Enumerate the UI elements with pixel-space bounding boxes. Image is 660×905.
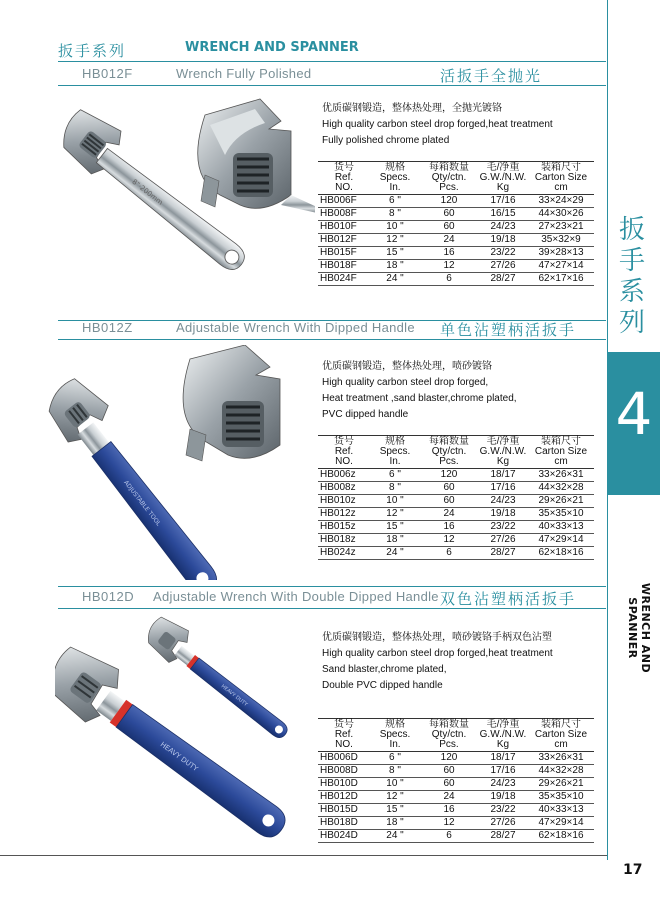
cell-ref: HB008F (320, 208, 357, 219)
spec-table (318, 435, 594, 560)
col-specs-en: Specs. (379, 729, 411, 740)
table-row (318, 521, 594, 534)
section-description (322, 101, 582, 149)
cell-specs: 18 " (386, 260, 404, 271)
col-specs-unit: In. (389, 456, 401, 467)
cell-carton: 33×26×31 (538, 752, 584, 763)
table-header-row (318, 436, 594, 469)
cell-carton: 33×24×29 (538, 195, 584, 206)
cell-weight: 19/18 (490, 234, 516, 245)
cell-qty: 60 (443, 221, 455, 232)
cell-weight: 18/17 (490, 752, 516, 763)
cell-weight: 27/26 (490, 260, 516, 271)
cell-qty: 6 (446, 830, 452, 841)
cell-qty: 12 (443, 534, 455, 545)
col-qty (420, 162, 478, 195)
cell-weight: 19/18 (490, 791, 516, 802)
footer-divider (0, 855, 607, 856)
cell-qty: 60 (443, 495, 455, 506)
description-line: High quality carbon steel drop forged,heat treatment (322, 119, 553, 130)
col-qty-en: Qty/ctn. (431, 729, 467, 740)
cell-weight: 17/16 (490, 482, 516, 493)
cell-specs: 15 " (386, 804, 404, 815)
col-ref-en: Ref. (334, 729, 354, 740)
col-carton (528, 719, 594, 752)
table-row (318, 221, 594, 234)
cell-weight: 23/22 (490, 521, 516, 532)
col-specs (370, 162, 420, 195)
cell-specs: 8 " (389, 208, 401, 219)
cell-carton: 40×33×13 (538, 804, 584, 815)
header-divider (58, 61, 606, 62)
description-line: High quality carbon steel drop forged, (322, 377, 489, 388)
col-qty-unit: Pcs. (439, 182, 459, 193)
cell-carton: 62×18×16 (538, 830, 584, 841)
section-code: HB012D (82, 589, 135, 604)
col-carton-cn: 装箱尺寸 (541, 719, 581, 730)
section-divider (58, 85, 606, 86)
col-weight (478, 162, 528, 195)
cell-weight: 16/15 (490, 208, 516, 219)
cell-weight: 28/27 (490, 830, 516, 841)
description-line: Sand blaster,chrome plated, (322, 664, 447, 675)
header-title-en: WRENCH AND SPANNER (185, 40, 359, 55)
col-qty (420, 436, 478, 469)
col-weight (478, 719, 528, 752)
col-ref-cn: 货号 (334, 719, 354, 730)
col-weight-cn: 毛/净重 (486, 162, 520, 173)
cell-qty: 24 (443, 791, 455, 802)
spec-table (318, 718, 594, 843)
col-carton (528, 436, 594, 469)
cell-carton: 33×26×31 (538, 469, 584, 480)
col-specs-en: Specs. (379, 446, 411, 457)
col-ref-cn: 货号 (334, 436, 354, 447)
cell-ref: HB012D (320, 791, 358, 802)
table-row (318, 495, 594, 508)
col-ref (318, 719, 370, 752)
col-ref-unit: NO. (335, 182, 353, 193)
cell-specs: 6 " (389, 469, 401, 480)
cell-ref: HB012F (320, 234, 357, 245)
wrench-double-dipped-image (55, 615, 320, 850)
cell-weight: 27/26 (490, 817, 516, 828)
col-specs-cn: 规格 (385, 436, 405, 447)
section-description (322, 359, 582, 423)
cell-qty: 60 (443, 482, 455, 493)
table-header-row (318, 162, 594, 195)
table-row (318, 817, 594, 830)
cell-weight: 17/16 (490, 195, 516, 206)
table-row (318, 778, 594, 791)
section-name-en: Wrench Fully Polished (176, 66, 312, 81)
table-row (318, 234, 594, 247)
col-specs (370, 719, 420, 752)
handle-text: HEAVY DUTY (158, 740, 200, 774)
cell-ref: HB006F (320, 195, 357, 206)
cell-qty: 120 (440, 752, 458, 763)
cell-weight: 17/16 (490, 765, 516, 776)
col-weight-unit: Kg (496, 456, 510, 467)
cell-specs: 24 " (386, 273, 404, 284)
side-title-en: WRENCH AND SPANNER (626, 582, 652, 674)
col-ref (318, 162, 370, 195)
table-row (318, 260, 594, 273)
description-line: High quality carbon steel drop forged,heat treatment (322, 648, 553, 659)
cell-specs: 24 " (386, 547, 404, 558)
cell-weight: 19/18 (490, 508, 516, 519)
section-description (322, 630, 592, 694)
section-code: HB012Z (82, 320, 133, 335)
col-weight-en: G.W./N.W. (479, 446, 527, 457)
cell-specs: 6 " (389, 752, 401, 763)
table-row (318, 830, 594, 843)
svg-text:8"·200mm: 8"·200mm (130, 177, 165, 207)
cell-ref: HB015z (320, 521, 356, 532)
cell-ref: HB008z (320, 482, 356, 493)
col-weight-en: G.W./N.W. (479, 729, 527, 740)
col-ref-en: Ref. (334, 446, 354, 457)
table-row (318, 804, 594, 817)
cell-ref: HB018D (320, 817, 358, 828)
cell-carton: 29×26×21 (538, 778, 584, 789)
cell-carton: 44×32×28 (538, 482, 584, 493)
cell-weight: 27/26 (490, 534, 516, 545)
cell-carton: 39×28×13 (538, 247, 584, 258)
cell-specs: 8 " (389, 482, 401, 493)
cell-qty: 60 (443, 208, 455, 219)
table-row (318, 547, 594, 560)
cell-ref: HB010D (320, 778, 358, 789)
col-carton-en: Carton Size (534, 446, 588, 457)
col-ref-unit: NO. (335, 739, 353, 750)
page-number: 17 (623, 862, 643, 878)
col-carton-unit: cm (554, 456, 568, 467)
section-divider (58, 608, 606, 609)
cell-qty: 60 (443, 778, 455, 789)
table-row (318, 752, 594, 765)
cell-qty: 6 (446, 273, 452, 284)
cell-weight: 28/27 (490, 273, 516, 284)
section-code: HB012F (82, 66, 133, 81)
handle-text: HEAVY DUTY (219, 683, 249, 708)
cell-weight: 24/23 (490, 221, 516, 232)
cell-weight: 24/23 (490, 495, 516, 506)
col-qty-en: Qty/ctn. (431, 446, 467, 457)
col-qty-cn: 每箱数量 (429, 719, 469, 730)
col-ref-unit: NO. (335, 456, 353, 467)
cell-ref: HB024D (320, 830, 358, 841)
col-qty-cn: 每箱数量 (429, 436, 469, 447)
col-qty-en: Qty/ctn. (431, 172, 467, 183)
col-carton-unit: cm (554, 739, 568, 750)
table-row (318, 195, 594, 208)
col-ref-cn: 货号 (334, 162, 354, 173)
col-specs-en: Specs. (379, 172, 411, 183)
section-divider (58, 339, 606, 340)
cell-ref: HB018z (320, 534, 356, 545)
cell-specs: 10 " (386, 778, 404, 789)
cell-carton: 27×23×21 (538, 221, 584, 232)
description-line: PVC dipped handle (322, 409, 409, 420)
cell-ref: HB010z (320, 495, 356, 506)
col-specs-cn: 规格 (385, 719, 405, 730)
cell-qty: 16 (443, 247, 455, 258)
cell-carton: 40×33×13 (538, 521, 584, 532)
cell-ref: HB010F (320, 221, 357, 232)
col-specs (370, 436, 420, 469)
cell-specs: 24 " (386, 830, 404, 841)
table-row (318, 469, 594, 482)
cell-weight: 23/22 (490, 804, 516, 815)
chapter-number: 4 (615, 380, 653, 448)
section-name-cn: 活扳手全抛光 (440, 67, 543, 85)
description-line-cn: 优质碳钢锻造，整体热处理，喷砂镀铬 (322, 361, 492, 372)
cell-ref: HB006D (320, 752, 358, 763)
cell-qty: 120 (440, 195, 458, 206)
cell-specs: 12 " (386, 234, 404, 245)
cell-carton: 47×29×14 (538, 817, 584, 828)
col-specs-unit: In. (389, 182, 401, 193)
spec-table (318, 161, 594, 286)
side-title-char: 手 (618, 246, 645, 276)
table-row (318, 247, 594, 260)
table-row (318, 482, 594, 495)
cell-qty: 24 (443, 508, 455, 519)
table-header-row (318, 719, 594, 752)
col-carton-en: Carton Size (534, 172, 588, 183)
cell-carton: 35×35×10 (538, 508, 584, 519)
cell-carton: 47×27×14 (538, 260, 584, 271)
col-weight-en: G.W./N.W. (479, 172, 527, 183)
cell-weight: 23/22 (490, 247, 516, 258)
section-name-cn: 单色沾塑柄活扳手 (440, 321, 577, 339)
cell-ref: HB008D (320, 765, 358, 776)
col-qty (420, 719, 478, 752)
side-title-char: 扳 (618, 215, 645, 245)
cell-weight: 24/23 (490, 778, 516, 789)
wrench-polished-image (55, 95, 315, 310)
section-name-cn: 双色沾塑柄活扳手 (440, 590, 577, 608)
col-qty-unit: Pcs. (439, 456, 459, 467)
col-weight (478, 436, 528, 469)
col-weight-cn: 毛/净重 (486, 436, 520, 447)
col-specs-unit: In. (389, 739, 401, 750)
col-qty-unit: Pcs. (439, 739, 459, 750)
cell-specs: 18 " (386, 817, 404, 828)
table-row (318, 273, 594, 286)
cell-carton: 62×18×16 (538, 547, 584, 558)
description-line: Heat treatment ,sand blaster,chrome plated, (322, 393, 517, 404)
table-row (318, 791, 594, 804)
cell-ref: HB006z (320, 469, 356, 480)
section-name-en: Adjustable Wrench With Dipped Handle (176, 320, 415, 335)
section-name-en: Adjustable Wrench With Double Dipped Handle (153, 589, 439, 604)
col-qty-cn: 每箱数量 (429, 162, 469, 173)
cell-qty: 60 (443, 765, 455, 776)
table-row (318, 208, 594, 221)
cell-specs: 10 " (386, 495, 404, 506)
table-row (318, 534, 594, 547)
col-weight-cn: 毛/净重 (486, 719, 520, 730)
cell-specs: 12 " (386, 508, 404, 519)
cell-specs: 8 " (389, 765, 401, 776)
cell-weight: 18/17 (490, 469, 516, 480)
wrench-dipped-image (40, 345, 315, 580)
description-line-cn: 优质碳钢锻造，整体热处理，喷砂镀铬手柄双色沾塑 (322, 632, 552, 643)
cell-specs: 18 " (386, 534, 404, 545)
cell-carton: 62×17×16 (538, 273, 584, 284)
cell-carton: 44×30×26 (538, 208, 584, 219)
table-row (318, 508, 594, 521)
cell-specs: 15 " (386, 247, 404, 258)
col-weight-unit: Kg (496, 739, 510, 750)
cell-carton: 47×29×14 (538, 534, 584, 545)
cell-specs: 10 " (386, 221, 404, 232)
header-title-cn: 扳手系列 (58, 42, 127, 60)
cell-ref: HB015D (320, 804, 358, 815)
cell-carton: 35×32×9 (541, 234, 581, 245)
cell-ref: HB012z (320, 508, 356, 519)
cell-qty: 120 (440, 469, 458, 480)
cell-specs: 12 " (386, 791, 404, 802)
description-line: Double PVC dipped handle (322, 680, 443, 691)
side-title-char: 列 (618, 308, 645, 338)
cell-carton: 44×32×28 (538, 765, 584, 776)
handle-text: ADJUSTABLE TOOL (122, 479, 162, 528)
table-row (318, 765, 594, 778)
col-carton-cn: 装箱尺寸 (541, 162, 581, 173)
cell-carton: 29×26×21 (538, 495, 584, 506)
col-ref-en: Ref. (334, 172, 354, 183)
section-divider (58, 586, 606, 587)
description-line: Fully polished chrome plated (322, 135, 450, 146)
col-specs-cn: 规格 (385, 162, 405, 173)
col-ref (318, 436, 370, 469)
cell-qty: 12 (443, 817, 455, 828)
side-title-char: 系 (618, 277, 645, 307)
col-carton-cn: 装箱尺寸 (541, 436, 581, 447)
cell-weight: 28/27 (490, 547, 516, 558)
cell-specs: 6 " (389, 195, 401, 206)
cell-qty: 16 (443, 804, 455, 815)
cell-carton: 35×35×10 (538, 791, 584, 802)
cell-ref: HB018F (320, 260, 357, 271)
cell-qty: 16 (443, 521, 455, 532)
cell-qty: 24 (443, 234, 455, 245)
cell-ref: HB024z (320, 547, 356, 558)
col-carton (528, 162, 594, 195)
cell-qty: 12 (443, 260, 455, 271)
cell-ref: HB024F (320, 273, 357, 284)
col-weight-unit: Kg (496, 182, 510, 193)
cell-specs: 15 " (386, 521, 404, 532)
cell-ref: HB015F (320, 247, 357, 258)
col-carton-en: Carton Size (534, 729, 588, 740)
description-line-cn: 优质碳钢锻造，整体热处理，全抛光镀铬 (322, 103, 502, 114)
col-carton-unit: cm (554, 182, 568, 193)
cell-qty: 6 (446, 547, 452, 558)
